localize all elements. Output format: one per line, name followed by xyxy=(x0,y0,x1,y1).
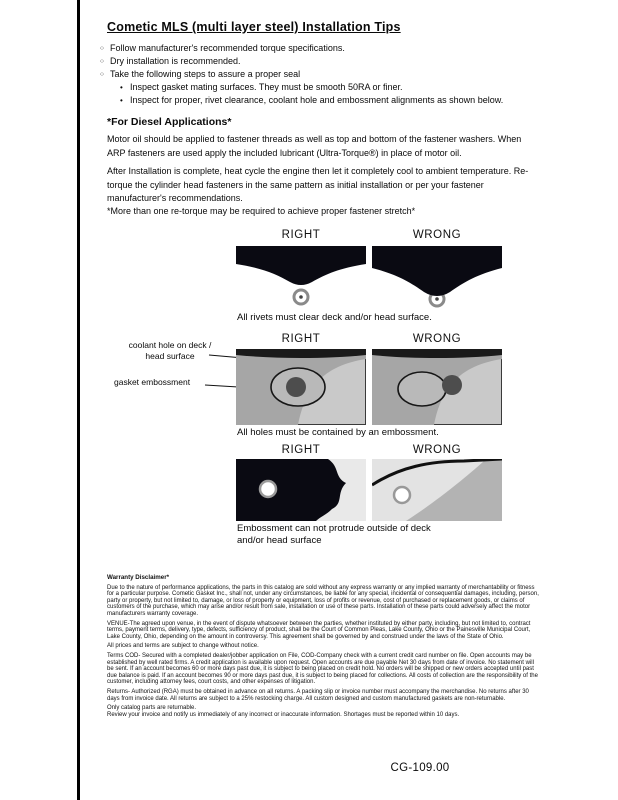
warranty-paragraph: Due to the nature of performance applications, the parts in this catalog are sold without any express warranty or any implied warranty of merchantability or fitness for a particular purpose. Cometic Gasket Inc., shall not, under any circumstances, be liable for any special, incidental or consequential damages, including, person, party or property, but not limited to, damage, or loss of property or equipment, loss of profits or revenue, cost of purchased or replacement goods, or claims of customers of the purchase, which may arise and/or result from sale, installation or use of these parts. Installation of these parts could adversely affect the motor manufacturers warranty coverage. xyxy=(107,584,539,617)
warranty-heading: Warranty Disclaimer* xyxy=(107,574,170,581)
warranty-paragraph: VENUE-The agreed upon venue, in the event of dispute whatsoever between the parties, whether instituted by either party, including, but not limited to, contract terms, payment terms, delivery, type, defects, sufficiency of product, shall be the Court of Common Pleas, Lake County, Ohio or the Painesville Municipal Court, Lake County, Ohio, depending on the amount in controversy. This agreement shall be governed by and construed under the laws of the State of Ohio. xyxy=(107,620,531,640)
warranty-paragraph: Review your invoice and notify us immediately of any incorrect or inaccurate information. Shortages must be reported within 10 days. xyxy=(107,711,460,718)
list-item xyxy=(100,42,562,55)
row3-caption: Embossment can not protrude outside of deck and/or head surface xyxy=(237,523,431,546)
wrong-label-row2: WRONG xyxy=(412,333,462,345)
list-item xyxy=(120,94,562,107)
open-circle-bullet-icon: ○ xyxy=(100,71,104,78)
rivet-wrong-diagram xyxy=(372,246,502,310)
tip-text: Inspect for proper, rivet clearance, coolant hole and embossment alignments as shown below. xyxy=(130,95,504,105)
row1-caption: All rivets must clear deck and/or head surface. xyxy=(237,312,432,323)
open-circle-bullet-icon: ○ xyxy=(100,58,104,65)
row2-caption: All holes must be contained by an embossment. xyxy=(237,427,439,438)
warranty-paragraph: Only catalog parts are returnable. xyxy=(107,705,197,712)
warranty-paragraph: All prices and terms are subject to change without notice. xyxy=(107,643,259,650)
wrong-label-row3: WRONG xyxy=(412,444,462,456)
filled-bullet-icon: • xyxy=(120,83,123,92)
protrusion-wrong-diagram xyxy=(372,459,502,521)
diesel-paragraph-1: Motor oil should be applied to fastener threads as well as top and bottom of the fastener washers. When ARP fasteners are used apply the included lubricant (Ultra-Torque®) in place of motor oil. xyxy=(107,134,522,158)
right-label-row2: RIGHT xyxy=(281,333,321,345)
warranty-disclaimer xyxy=(107,575,540,721)
list-item xyxy=(120,81,562,94)
tip-text: Take the following steps to assure a proper seal xyxy=(110,69,301,79)
tip-text: Follow manufacturer's recommended torque specifications. xyxy=(110,43,345,53)
tip-text: Inspect gasket mating surfaces. They must be smooth 50RA or finer. xyxy=(130,82,403,92)
tip-text: Dry installation is recommended. xyxy=(110,56,241,66)
open-circle-bullet-icon: ○ xyxy=(100,45,104,52)
right-label-row1: RIGHT xyxy=(281,229,321,241)
retorque-note: *More than one re-torque may be required to achieve proper fastener stretch* xyxy=(107,206,416,216)
filled-bullet-icon: • xyxy=(120,96,123,105)
embossment-right-diagram xyxy=(236,349,366,425)
list-item xyxy=(100,55,562,68)
diesel-applications-heading: *For Diesel Applications* xyxy=(107,116,232,128)
rivet-right-diagram xyxy=(236,246,366,310)
warranty-paragraph: Terms COD- Secured with a completed dealer/jobber application on File, COD-Company check with a current credit card number on file. Open accounts may be established by well rated firms. A credit application is available upon request. Open accounts are due payable Net 30 days from date of invoice. No statement will be sent. If an account becomes 60 or more days past due, it is subject to being placed on credit hold. No orders will be shipped or new orders accepted until past due balance is paid. If an account becomes 90 or more days past due, it is subject to being placed for collections. All costs of collection are the responsibility of the customer, including attorney fees, court costs, and other expenses of litigation. xyxy=(107,652,538,686)
diesel-paragraph-2: After Installation is complete, heat cycle the engine then let it completely cool to ambient temperature. Re-torque the cylinder head fasteners in the same pattern as initial installation or per your fastener manufacturer's recommendations. xyxy=(107,166,529,203)
scan-edge-line xyxy=(77,0,80,800)
coolant-hole-callout: coolant hole on deck / head surface xyxy=(128,340,212,361)
gasket-embossment-callout: gasket embossment xyxy=(114,377,191,387)
right-label-row3: RIGHT xyxy=(281,444,321,456)
warranty-paragraph: Returns- Authorized (RGA) must be obtained in advance on all returns. A packing slip or invoice number must accompany the merchandise. No returns after 30 days from invoice date. All returns are subject to a 25% restocking charge. All custom designed and custom manufactured gaskets are non-returnable. xyxy=(107,688,529,702)
list-item xyxy=(100,68,562,81)
embossment-wrong-diagram xyxy=(372,349,502,425)
tips-list xyxy=(100,42,562,107)
wrong-label-row1: WRONG xyxy=(412,229,462,241)
protrusion-right-diagram xyxy=(236,459,366,521)
page-title: Cometic MLS (multi layer steel) Installation Tips xyxy=(107,20,401,34)
page-number: CG-109.00 xyxy=(390,762,450,774)
